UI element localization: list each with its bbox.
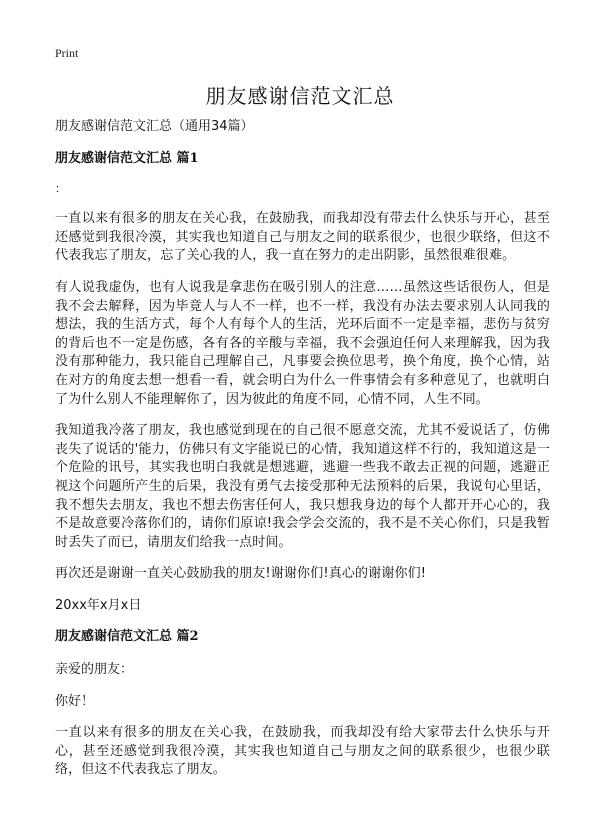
- document-body: [55, 118, 550, 793]
- paragraph: 有人说我虚伪，也有人说我是拿悲伤在吸引别人的注意……虽然这些话很伤人，但是我不会去解释，因为毕竟人与人不一样，也不一样，我没有办法去要求别人认同我的想法，我的生活方式，每个人有每个人的生活，光环后面不一定是幸福，悲伤与贫穷的背后也不一定是伤感，各有各的辛酸与幸福，我不会强迫任何人来理解我，因为我没有那种能力，我只能自己理解自己，凡事要会换位思考，换个角度，换个心情，站在对方的角度去想一想看一看，就会明白为什么一件事情会有多种意见了，也就明白了为什么别人不能理解你了，因为彼此的角度不同，心情不同，人生不同。: [55, 279, 550, 407]
- section-heading-1: 朋友感谢信范文汇总 篇1: [55, 150, 199, 166]
- print-label: Print: [55, 46, 79, 60]
- section-heading-2: 朋友感谢信范文汇总 篇2: [55, 629, 199, 645]
- page-title: 朋友感谢信范文汇总: [205, 84, 395, 108]
- letter-date: 20xx年x月x日: [55, 597, 142, 613]
- paragraph: 我知道我冷落了朋友，我也感觉到现在的自己很不愿意交流，尤其不爱说话了，仿佛丧失了说话的'能力，仿佛只有文字能说已的心情，我知道这样不行的，我知道这是一个危险的讯号，其实我也明白我就是想逃避，逃避一些我不敢去正视的问题，逃避正视这个问题所产生的后果，我没有勇气去接受那种无法预料的后果，我说句心里话，我不想失去朋友，我也不想去伤害任何人，我只想我身边的每个人都开开心心的，我不是故意要冷落你们的，请你们原谅!我会学会交流的，我不是不关心你们，只是我暂时丢失了而已，请朋友们给我一点时间。: [55, 423, 550, 550]
- paragraph: 再次还是谢谢一直关心鼓励我的朋友!谢谢你们!真心的谢谢你们!: [55, 566, 427, 582]
- section-marker: ：: [55, 182, 66, 196]
- paragraph: 一直以来有很多的朋友在关心我，在鼓励我，而我却没有带去什么快乐与开心，甚至还感觉到我很冷漠，其实我也知道自己与朋友之间的联系很少，也很少联络，但这不代表我忘了朋友，忘了关心我的人，我一直在努力的走出阴影，虽然很难很难。: [55, 211, 550, 264]
- letter-salutation: 你好！: [55, 693, 95, 709]
- document-subtitle: 朋友感谢信范文汇总（通用34篇）: [55, 119, 254, 134]
- paragraph: 一直以来有很多的朋友在关心我，在鼓励我，而我却没有给大家带去什么快乐与开心，甚至还感觉到我很冷漠，其实我也知道自己与朋友之间的联系很少，也很少联络，但这不代表我忘了朋友。: [55, 725, 550, 778]
- letter-greeting: 亲爱的朋友：: [55, 662, 134, 678]
